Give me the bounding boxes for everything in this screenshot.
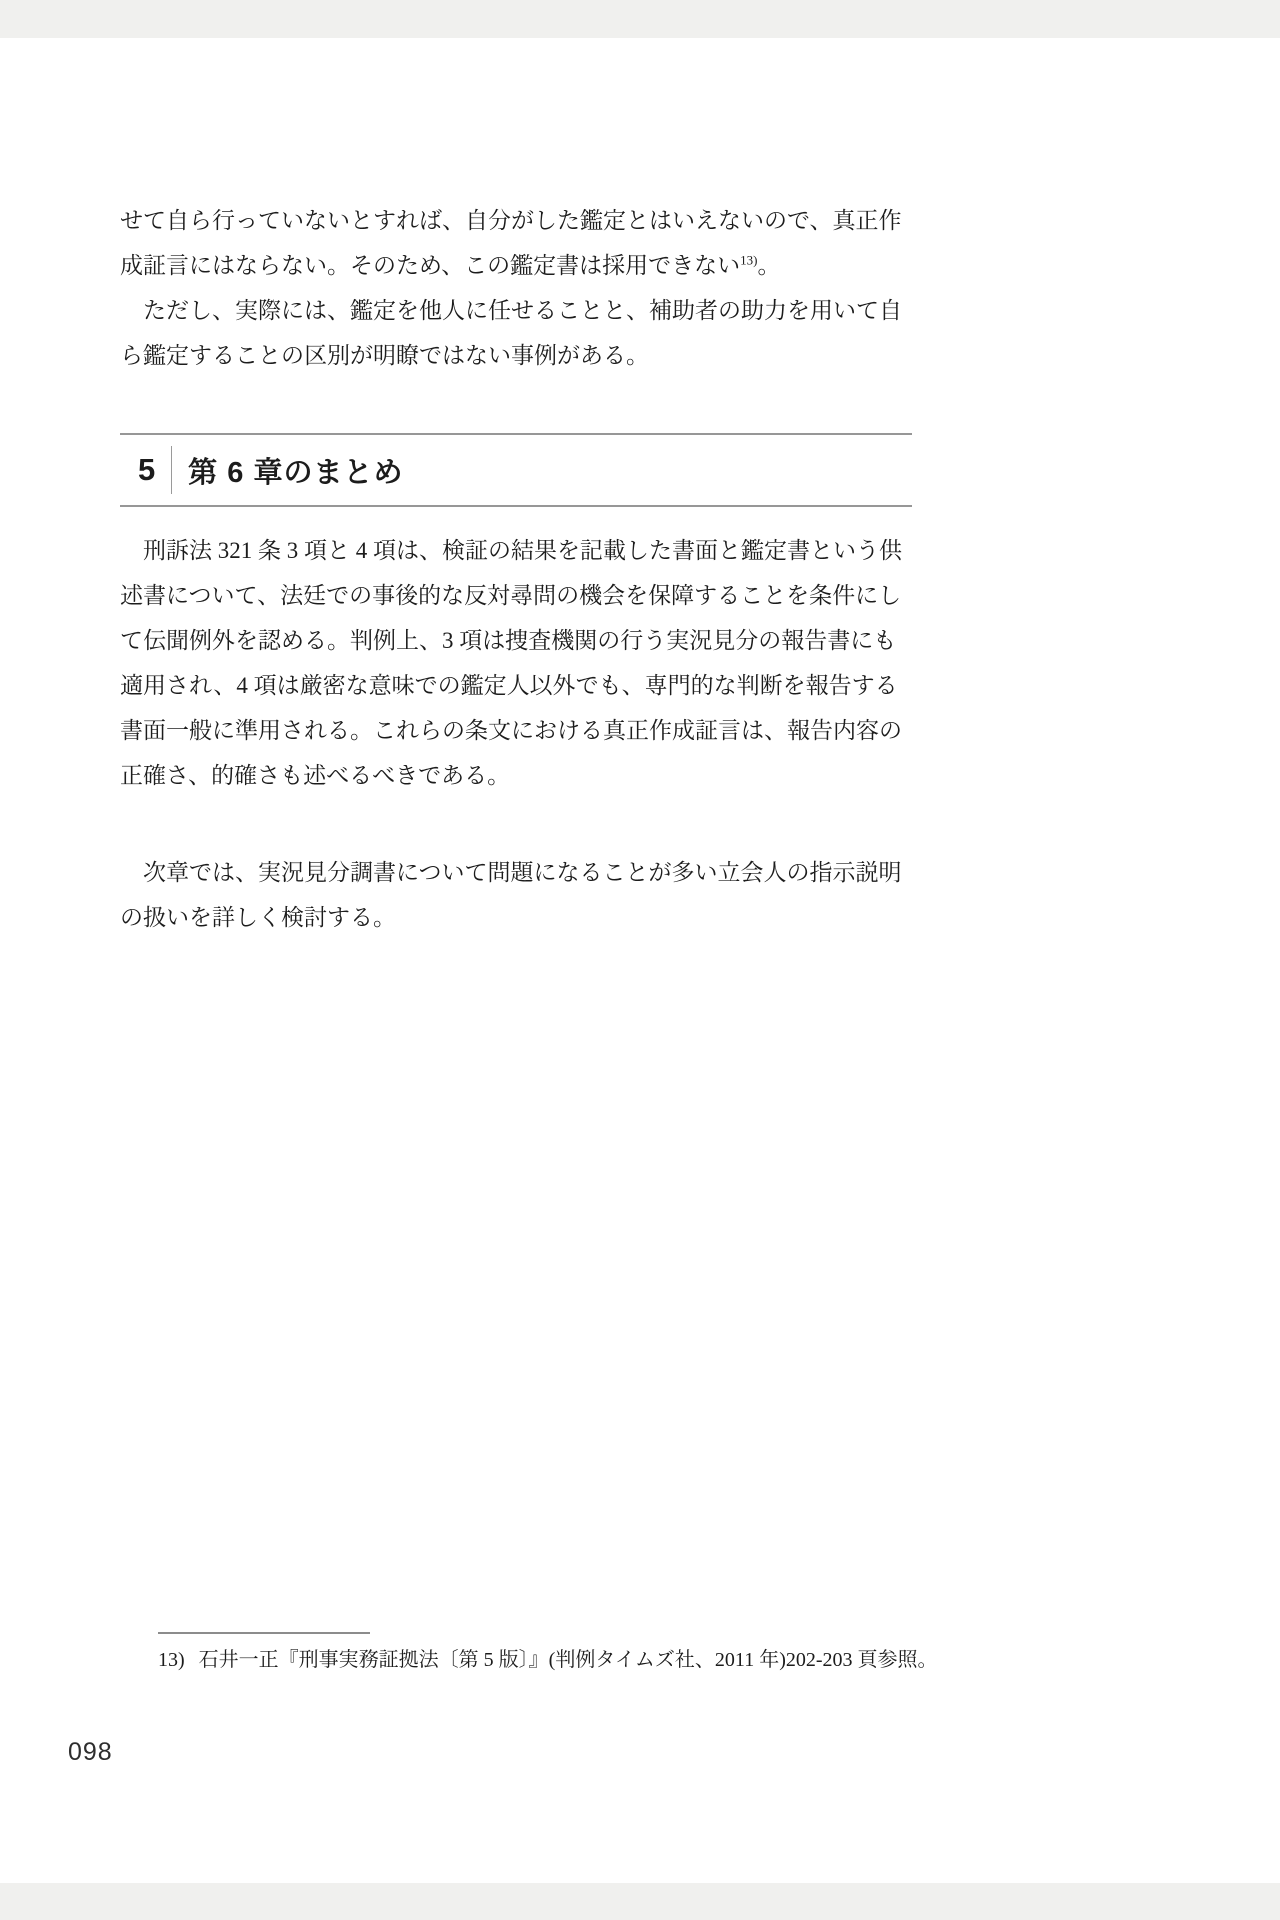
paragraph-next-line2: の扱いを詳しく検討する。 — [120, 905, 396, 930]
paragraph-summary — [120, 528, 912, 798]
paragraph-intro-line3: ただし、実際には、鑑定を他人に任せることと、補助者の助力を用いて自 — [143, 298, 902, 323]
footnote-reference-13: 13) — [740, 252, 758, 268]
paragraph-intro-line2-text: 成証言にはならない。そのため、この鑑定書は採用できない — [120, 253, 741, 278]
page-number: 098 — [68, 1738, 113, 1766]
page-bottom-edge — [0, 1883, 1280, 1920]
paragraph-summary-line1: 刑訴法 321 条 3 項と 4 項は、検証の結果を記載した書面と鑑定書という供 — [143, 538, 902, 563]
paragraph-intro — [120, 198, 912, 378]
paragraph-next-chapter — [120, 850, 912, 940]
paragraph-intro-line2-end: 。 — [757, 253, 781, 278]
paragraph-intro-line2 — [120, 243, 912, 288]
section-header — [120, 433, 912, 507]
paragraph-intro-line1: せて自ら行っていないとすれば、自分がした鑑定とはいえないので、真正作 — [120, 208, 902, 233]
paragraph-summary-line4: 適用され、4 項は厳密な意味での鑑定人以外でも、専門的な判断を報告する — [120, 673, 898, 698]
paragraph-next-line1: 次章では、実況見分調書について問題になることが多い立会人の指示説明 — [143, 860, 902, 885]
section-title: 第 6 章のまとめ — [188, 456, 404, 489]
footnote-text: 石井一正『刑事実務証拠法〔第 5 版〕』(判例タイムズ社、2011 年)202-203 頁参照。 — [198, 1649, 938, 1671]
paragraph-summary-line2: 述書について、法廷での事後的な反対尋問の機会を保障することを条件にし — [120, 583, 902, 608]
footnote-label: 13) — [158, 1649, 185, 1671]
section-header-separator — [171, 446, 172, 494]
section-number: 5 — [138, 452, 156, 487]
paragraph-summary-line6: 正確さ、的確さも述べるべきである。 — [120, 763, 511, 788]
paragraph-intro-line4: ら鑑定することの区別が明瞭ではない事例がある。 — [120, 343, 649, 368]
paragraph-summary-line5: 書面一般に準用される。これらの条文における真正作成証言は、報告内容の — [120, 718, 902, 743]
footnote-rule — [158, 1632, 370, 1634]
paragraph-summary-line3: て伝聞例外を認める。判例上、3 項は捜査機関の行う実況見分の報告書にも — [120, 628, 897, 653]
page-top-edge — [0, 0, 1280, 38]
footnote-13 — [158, 1645, 938, 1675]
